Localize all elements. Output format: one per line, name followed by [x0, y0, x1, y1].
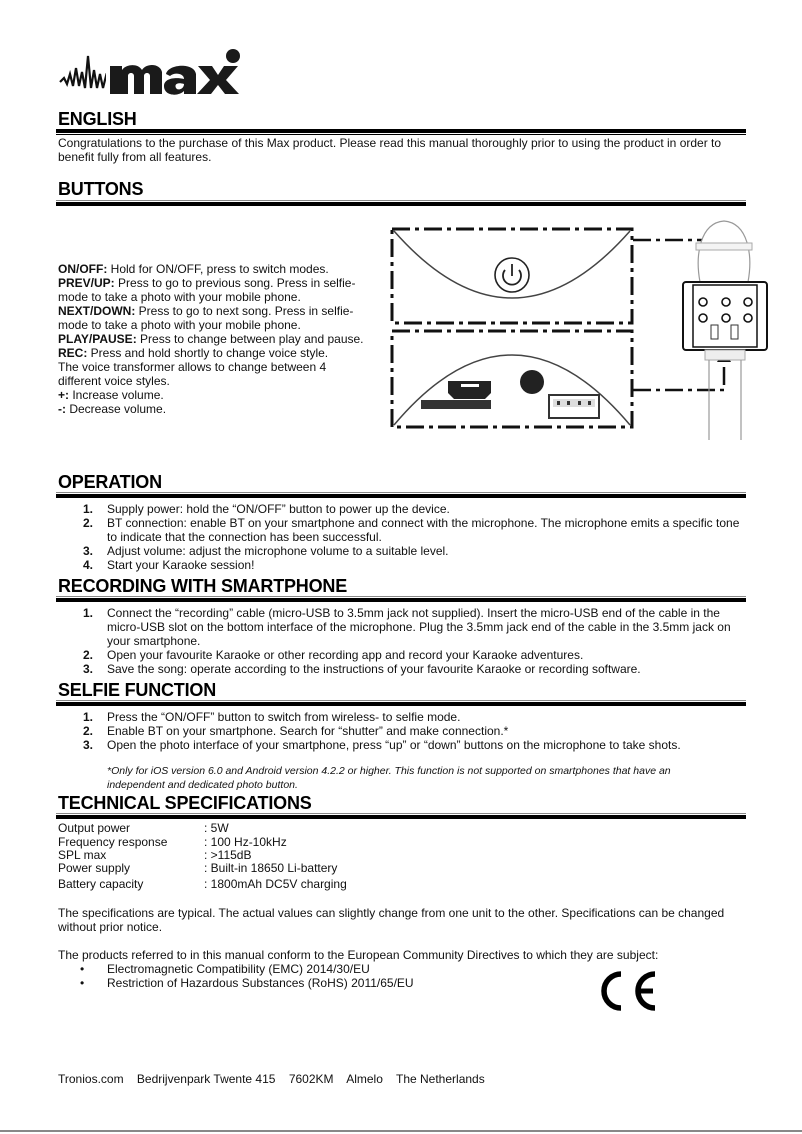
bullet-icon: •: [80, 976, 85, 990]
list-item: 3. Save the song: operate according to the instructions of your favourite Karaoke or recording software.: [83, 662, 641, 676]
list-item: • Restriction of Hazardous Substances (RoHS) 2011/65/EU: [80, 976, 414, 990]
button-desc-prev: PREV/UP: Press to go to previous song. Press in selfie-mode to take a photo with your mobile phone.: [58, 276, 356, 304]
footer-street: Bedrijvenpark Twente 415: [136, 1072, 276, 1086]
button-desc-next: NEXT/DOWN: Press to go to next song. Press in selfie-mode to take a photo with your mobile phone.: [58, 304, 354, 332]
footer-website: Tronios.com: [58, 1072, 124, 1086]
spec-row: SPL max : >115dB: [58, 848, 252, 862]
button-desc-play: PLAY/PAUSE: Press to change between play and pause.: [58, 332, 364, 346]
spec-row: Output power : 5W: [58, 821, 229, 835]
list-item: 2. BT connection: enable BT on your smartphone and connect with the microphone. The microphone emits a specific tone to indicate that the connection has been successful.: [83, 516, 740, 544]
list-item: 1. Connect the “recording” cable (micro-USB to 3.5mm jack not supplied). Insert the micro-USB end of the cable in the micro-USB slot on the bottom interface of the microphone. Plug the 3.5mm jack end of the cable in the 3.5mm jack on your smartphone.: [83, 606, 731, 648]
power-icon: [495, 258, 529, 292]
selfie-steps: [83, 710, 743, 752]
section-title-buttons: BUTTONS: [58, 179, 144, 199]
list-item: 3. Adjust volume: adjust the microphone volume to a suitable level.: [83, 544, 449, 558]
spec-row: Power supply : Built-in 18650 Li-battery: [58, 861, 338, 875]
footer-country: The Netherlands: [396, 1072, 485, 1086]
section-rule: [56, 200, 746, 206]
specs-table: [58, 821, 347, 891]
intro-paragraph: Congratulations to the purchase of this Max product. Please read this manual thoroughly prior to using the product in order to benefit fully from all features.: [58, 136, 722, 164]
operation-steps: [83, 502, 743, 572]
list-item: 4. Start your Karaoke session!: [83, 558, 255, 572]
max-logo-icon: [58, 44, 253, 96]
section-title-selfie: SELFIE FUNCTION: [58, 680, 216, 700]
micro-usb-port-icon: [448, 381, 491, 399]
section-rule: [56, 813, 746, 819]
list-item: 2. Open your favourite Karaoke or other recording app and record your Karaoke adventures.: [83, 648, 584, 662]
section-rule: [56, 492, 746, 498]
page-bottom-border: [0, 1130, 802, 1132]
conformity-statement: The products referred to in this manual conform to the European Community Directives to which they are subject:: [58, 948, 659, 962]
section-title-recording: RECORDING WITH SMARTPHONE: [58, 576, 347, 596]
section-rule: [56, 596, 746, 602]
footer-city: Almelo: [346, 1072, 383, 1086]
list-item: 3. Open the photo interface of your smartphone, press “up” or “down” buttons on the microphone to take shots.: [83, 738, 681, 752]
spec-row: Frequency response : 100 Hz-10kHz: [58, 835, 287, 849]
list-item: 2. Enable BT on your smartphone. Search for “shutter” and make connection.*: [83, 724, 509, 738]
section-title-specs: TECHNICAL SPECIFICATIONS: [58, 793, 312, 813]
directives-list: [80, 962, 414, 990]
button-descriptions: [58, 262, 378, 416]
selfie-footnote: *Only for iOS version 6.0 and Android version 4.2.2 or higher. This function is not supported on smartphones that have an independent and dedicated photo button.: [107, 765, 671, 791]
button-desc-vol-down: -: Decrease volume.: [58, 402, 167, 416]
section-title-operation: OPERATION: [58, 472, 162, 492]
button-desc-vol-up: +: Increase volume.: [58, 388, 164, 402]
section-title-english: ENGLISH: [58, 109, 137, 129]
section-rule: [56, 129, 746, 135]
recording-steps: [83, 606, 743, 676]
ce-mark-icon: [593, 968, 663, 1013]
button-desc-rec: REC: Press and hold shortly to change voice style.: [58, 346, 329, 360]
specs-disclaimer: The specifications are typical. The actual values can slightly change from one unit to the other. Specifications can be changed without prior notice.: [58, 906, 725, 934]
list-item: 1. Supply power: hold the “ON/OFF” button to power up the device.: [83, 502, 450, 516]
footer-postcode: 7602KM: [288, 1072, 334, 1086]
max-logo: [58, 44, 253, 96]
microphone-diagram: [385, 215, 785, 440]
spec-row: Battery capacity : 1800mAh DC5V charging: [58, 877, 347, 891]
section-rule: [56, 700, 746, 706]
bullet-icon: •: [80, 962, 85, 976]
list-item: • Electromagnetic Compatibility (EMC) 2014/30/EU: [80, 962, 370, 976]
list-item: 1. Press the “ON/OFF” button to switch from wireless- to selfie mode.: [83, 710, 461, 724]
button-desc-voice: The voice transformer allows to change between 4 different voice styles.: [58, 360, 327, 388]
footer-address: [58, 1072, 495, 1086]
microphone-illustration: [683, 221, 767, 440]
audio-jack-icon: [520, 370, 544, 394]
sd-card-slot-icon: [421, 400, 491, 409]
usb-port-icon: [549, 395, 599, 418]
button-desc-onoff: ON/OFF: Hold for ON/OFF, press to switch modes.: [58, 262, 329, 276]
